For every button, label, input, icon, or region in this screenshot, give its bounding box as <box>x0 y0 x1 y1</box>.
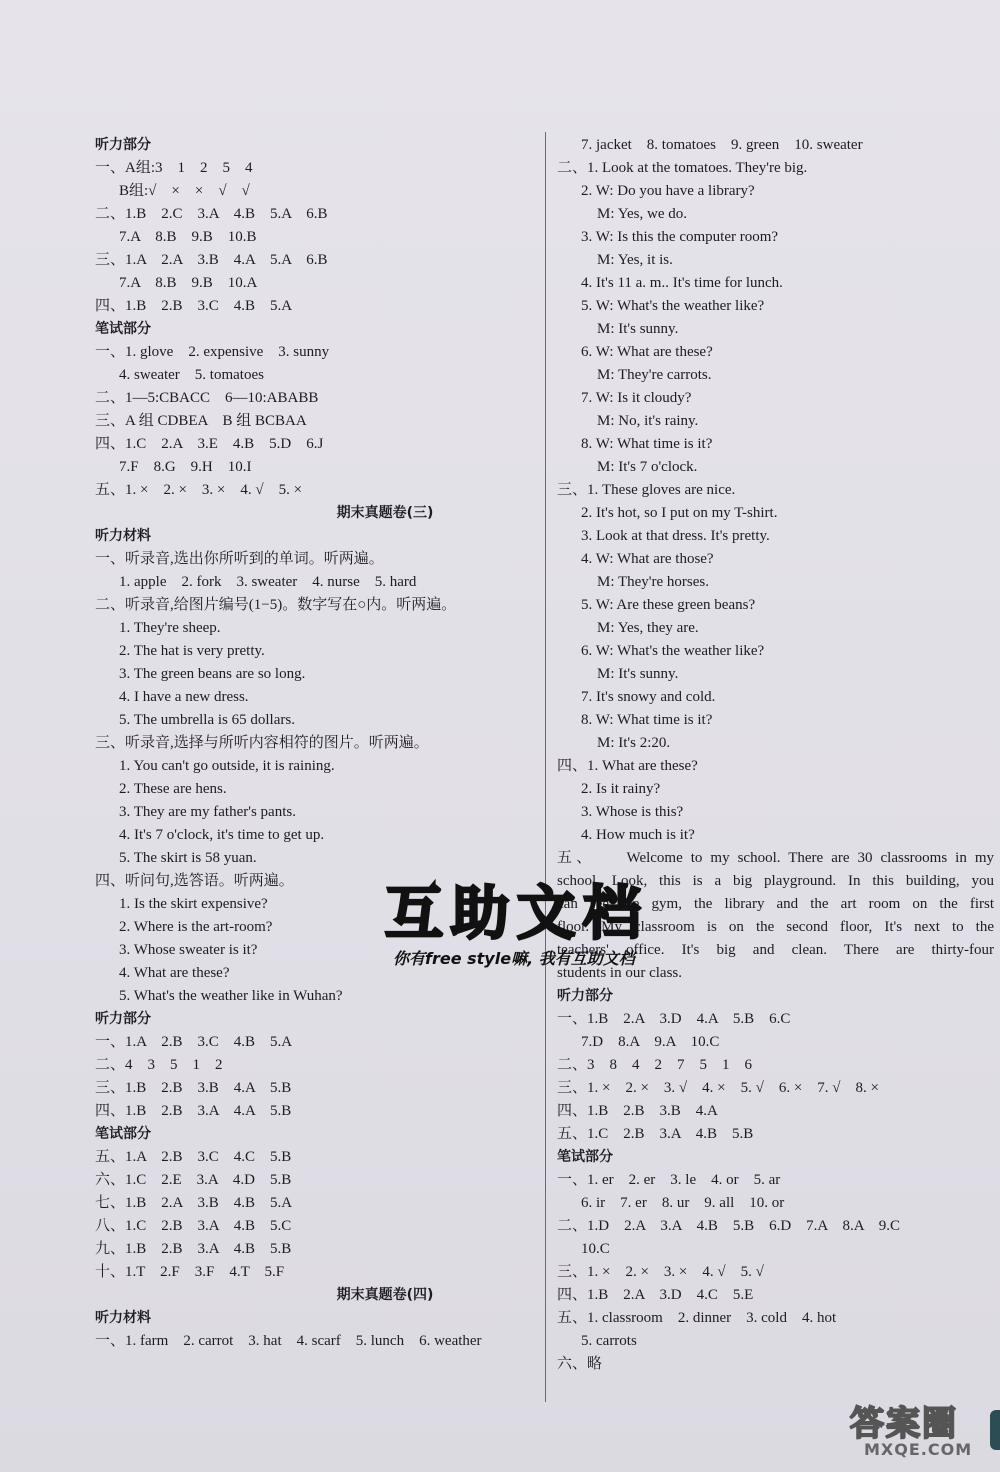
answer-line: 三、1. × 2. × 3. × 4. √ 5. √ <box>557 1264 764 1280</box>
answer-line: M: They're horses. <box>597 574 709 590</box>
answer-line: 7. It's snowy and cold. <box>581 689 716 705</box>
answer-line: students in our class. <box>557 965 682 981</box>
page-edge-tab <box>990 1410 1000 1450</box>
answer-line: 六、略 <box>557 1356 603 1372</box>
answer-line: 一、A组:3 1 2 5 4 <box>95 160 253 176</box>
answer-line: 3. Whose sweater is it? <box>119 942 258 958</box>
answer-line: M: It's 2:20. <box>597 735 671 751</box>
answer-line: M: Yes, they are. <box>597 620 699 636</box>
answer-line: 四、听问句,选答语。听两遍。 <box>95 873 294 889</box>
answer-line: 5. What's the weather like in Wuhan? <box>119 988 343 1004</box>
answer-line: 三、A 组 CDBEA B 组 BCBAA <box>95 413 307 429</box>
answer-line: 7. jacket 8. tomatoes 9. green 10. sweater <box>581 137 863 153</box>
answer-line: 7.F 8.G 9.H 10.I <box>119 459 252 475</box>
section-heading: 笔试部分 <box>95 321 151 337</box>
answer-line: 五、 Welcome to my school. There are 30 classrooms in my <box>557 850 994 866</box>
answer-line: 7.D 8.A 9.A 10.C <box>581 1034 720 1050</box>
answer-line: 4. What are these? <box>119 965 230 981</box>
answer-line: 四、1.B 2.A 3.D 4.C 5.E <box>557 1287 754 1303</box>
answer-line: 4. I have a new dress. <box>119 689 249 705</box>
answer-line: 八、1.C 2.B 3.A 4.B 5.C <box>95 1218 292 1234</box>
answer-line: 4. sweater 5. tomatoes <box>119 367 264 383</box>
answer-line: 8. W: What time is it? <box>581 436 713 452</box>
answer-line: 3. The green beans are so long. <box>119 666 306 682</box>
answer-line: floor. My classroom is on the second floor, It's next to the <box>557 919 994 935</box>
answer-line: 5. W: Are these green beans? <box>581 597 756 613</box>
section-heading: 听力部分 <box>557 988 613 1004</box>
watermark-subtitle: 你有free style嘛, 我有互助文档 <box>393 949 635 968</box>
column-divider <box>545 132 546 1402</box>
answer-line: 九、1.B 2.B 3.A 4.B 5.B <box>95 1241 292 1257</box>
answer-line: 一、1.B 2.A 3.D 4.A 5.B 6.C <box>557 1011 791 1027</box>
answer-line: 三、1. × 2. × 3. √ 4. × 5. √ 6. × 7. √ 8. × <box>557 1080 879 1096</box>
answer-line: 十、1.T 2.F 3.F 4.T 5.F <box>95 1264 285 1280</box>
answer-line: 一、1. glove 2. expensive 3. sunny <box>95 344 330 360</box>
answer-line: 五、1.A 2.B 3.C 4.C 5.B <box>95 1149 292 1165</box>
answer-line: 二、3 8 4 2 7 5 1 6 <box>557 1057 753 1073</box>
answer-line: school. Look, this is a big playground. In this building, you <box>557 873 994 889</box>
answer-line: 三、1.B 2.B 3.B 4.A 5.B <box>95 1080 292 1096</box>
answer-line: 5. The skirt is 58 yuan. <box>119 850 257 866</box>
answer-line: M: No, it's rainy. <box>597 413 699 429</box>
answer-line: 五、1.C 2.B 3.A 4.B 5.B <box>557 1126 754 1142</box>
answer-line: 2. Where is the art-room? <box>119 919 273 935</box>
answer-line: 5. W: What's the weather like? <box>581 298 765 314</box>
corner-logo-url: MXQE.COM <box>864 1440 973 1459</box>
answer-line: 4. It's 11 a. m.. It's time for lunch. <box>581 275 783 291</box>
answer-line: 1. apple 2. fork 3. sweater 4. nurse 5. hard <box>119 574 417 590</box>
section-heading: 笔试部分 <box>557 1149 613 1165</box>
answer-line: 2. The hat is very pretty. <box>119 643 265 659</box>
answer-line: 三、听录音,选择与所听内容相符的图片。听两遍。 <box>95 735 429 751</box>
answer-line: 2. W: Do you have a library? <box>581 183 755 199</box>
answer-line: 六、1.C 2.E 3.A 4.D 5.B <box>95 1172 292 1188</box>
answer-line: can see the gym, the library and the art room on the first <box>557 896 994 912</box>
answer-line: 四、1.C 2.A 3.E 4.B 5.D 6.J <box>95 436 324 452</box>
section-heading: 笔试部分 <box>95 1126 151 1142</box>
watermark-title: 互助文档 <box>385 879 650 947</box>
answer-line: 一、1. er 2. er 3. le 4. or 5. ar <box>557 1172 781 1188</box>
answer-line: 6. ir 7. er 8. ur 9. all 10. or <box>581 1195 785 1211</box>
answer-line: 1. They're sheep. <box>119 620 221 636</box>
answer-line: 7. W: Is it cloudy? <box>581 390 692 406</box>
answer-line: 8. W: What time is it? <box>581 712 713 728</box>
answer-line: B组:√ × × √ √ <box>119 183 250 199</box>
answer-line: 7.A 8.B 9.B 10.B <box>119 229 257 245</box>
answer-line: M: They're carrots. <box>597 367 712 383</box>
answer-line: 2. Is it rainy? <box>581 781 661 797</box>
answer-line: 3. W: Is this the computer room? <box>581 229 779 245</box>
answer-line: 二、听录音,给图片编号(1−5)。数字写在○内。听两遍。 <box>95 597 457 613</box>
answer-line: 3. Whose is this? <box>581 804 684 820</box>
answer-line: 三、1.A 2.A 3.B 4.A 5.A 6.B <box>95 252 328 268</box>
answer-line: 二、1—5:CBACC 6—10:ABABB <box>95 390 319 406</box>
answer-line: 5. The umbrella is 65 dollars. <box>119 712 295 728</box>
answer-line: M: It's sunny. <box>597 666 679 682</box>
answer-line: M: Yes, we do. <box>597 206 688 222</box>
answer-line: M: It's sunny. <box>597 321 679 337</box>
answer-line: 一、1.A 2.B 3.C 4.B 5.A <box>95 1034 293 1050</box>
answer-line: teachers' office. It's big and clean. There are thirty-four <box>557 942 994 958</box>
section-heading: 听力材料 <box>95 1310 151 1326</box>
right-column <box>557 134 994 1376</box>
answer-line: 3. They are my father's pants. <box>119 804 296 820</box>
section-heading: 听力材料 <box>95 528 151 544</box>
answer-line: 6. W: What's the weather like? <box>581 643 765 659</box>
answer-line: 五、1. classroom 2. dinner 3. cold 4. hot <box>557 1310 837 1326</box>
left-column <box>95 134 535 1353</box>
answer-line: 二、1.B 2.C 3.A 4.B 5.A 6.B <box>95 206 328 222</box>
answer-line: 4. It's 7 o'clock, it's time to get up. <box>119 827 325 843</box>
answer-line: 二、1. Look at the tomatoes. They're big. <box>557 160 808 176</box>
answer-line: M: Yes, it is. <box>597 252 673 268</box>
exam-title: 期末真题卷(三) <box>336 505 434 521</box>
answer-line: 四、1. What are these? <box>557 758 698 774</box>
answer-line: 7.A 8.B 9.B 10.A <box>119 275 258 291</box>
answer-line: 三、1. These gloves are nice. <box>557 482 736 498</box>
answer-line: 四、1.B 2.B 3.A 4.A 5.B <box>95 1103 292 1119</box>
answer-line: 4. How much is it? <box>581 827 695 843</box>
answer-line: 10.C <box>581 1241 610 1257</box>
answer-line: 5. carrots <box>581 1333 637 1349</box>
answer-line: 6. W: What are these? <box>581 344 713 360</box>
answer-line: 二、4 3 5 1 2 <box>95 1057 223 1073</box>
answer-line: 一、1. farm 2. carrot 3. hat 4. scarf 5. lunch 6. weather <box>95 1333 482 1349</box>
exam-title: 期末真题卷(四) <box>336 1287 434 1303</box>
corner-logo <box>844 1396 994 1466</box>
answer-line: 1. You can't go outside, it is raining. <box>119 758 335 774</box>
corner-logo-text: 答案圈 <box>850 1404 958 1444</box>
answer-line: 四、1.B 2.B 3.B 4.A <box>557 1103 718 1119</box>
answer-line: 四、1.B 2.B 3.C 4.B 5.A <box>95 298 293 314</box>
answer-line: M: It's 7 o'clock. <box>597 459 698 475</box>
answer-line: 4. W: What are those? <box>581 551 714 567</box>
answer-line: 2. It's hot, so I put on my T-shirt. <box>581 505 778 521</box>
answer-line: 一、听录音,选出你所听到的单词。听两遍。 <box>95 551 384 567</box>
answer-line: 五、1. × 2. × 3. × 4. √ 5. × <box>95 482 303 498</box>
answer-line: 2. These are hens. <box>119 781 227 797</box>
answer-line: 二、1.D 2.A 3.A 4.B 5.B 6.D 7.A 8.A 9.C <box>557 1218 900 1234</box>
answer-line: 七、1.B 2.A 3.B 4.B 5.A <box>95 1195 293 1211</box>
answer-line: 3. Look at that dress. It's pretty. <box>581 528 770 544</box>
section-heading: 听力部分 <box>95 137 151 153</box>
answer-line: 1. Is the skirt expensive? <box>119 896 268 912</box>
section-heading: 听力部分 <box>95 1011 151 1027</box>
